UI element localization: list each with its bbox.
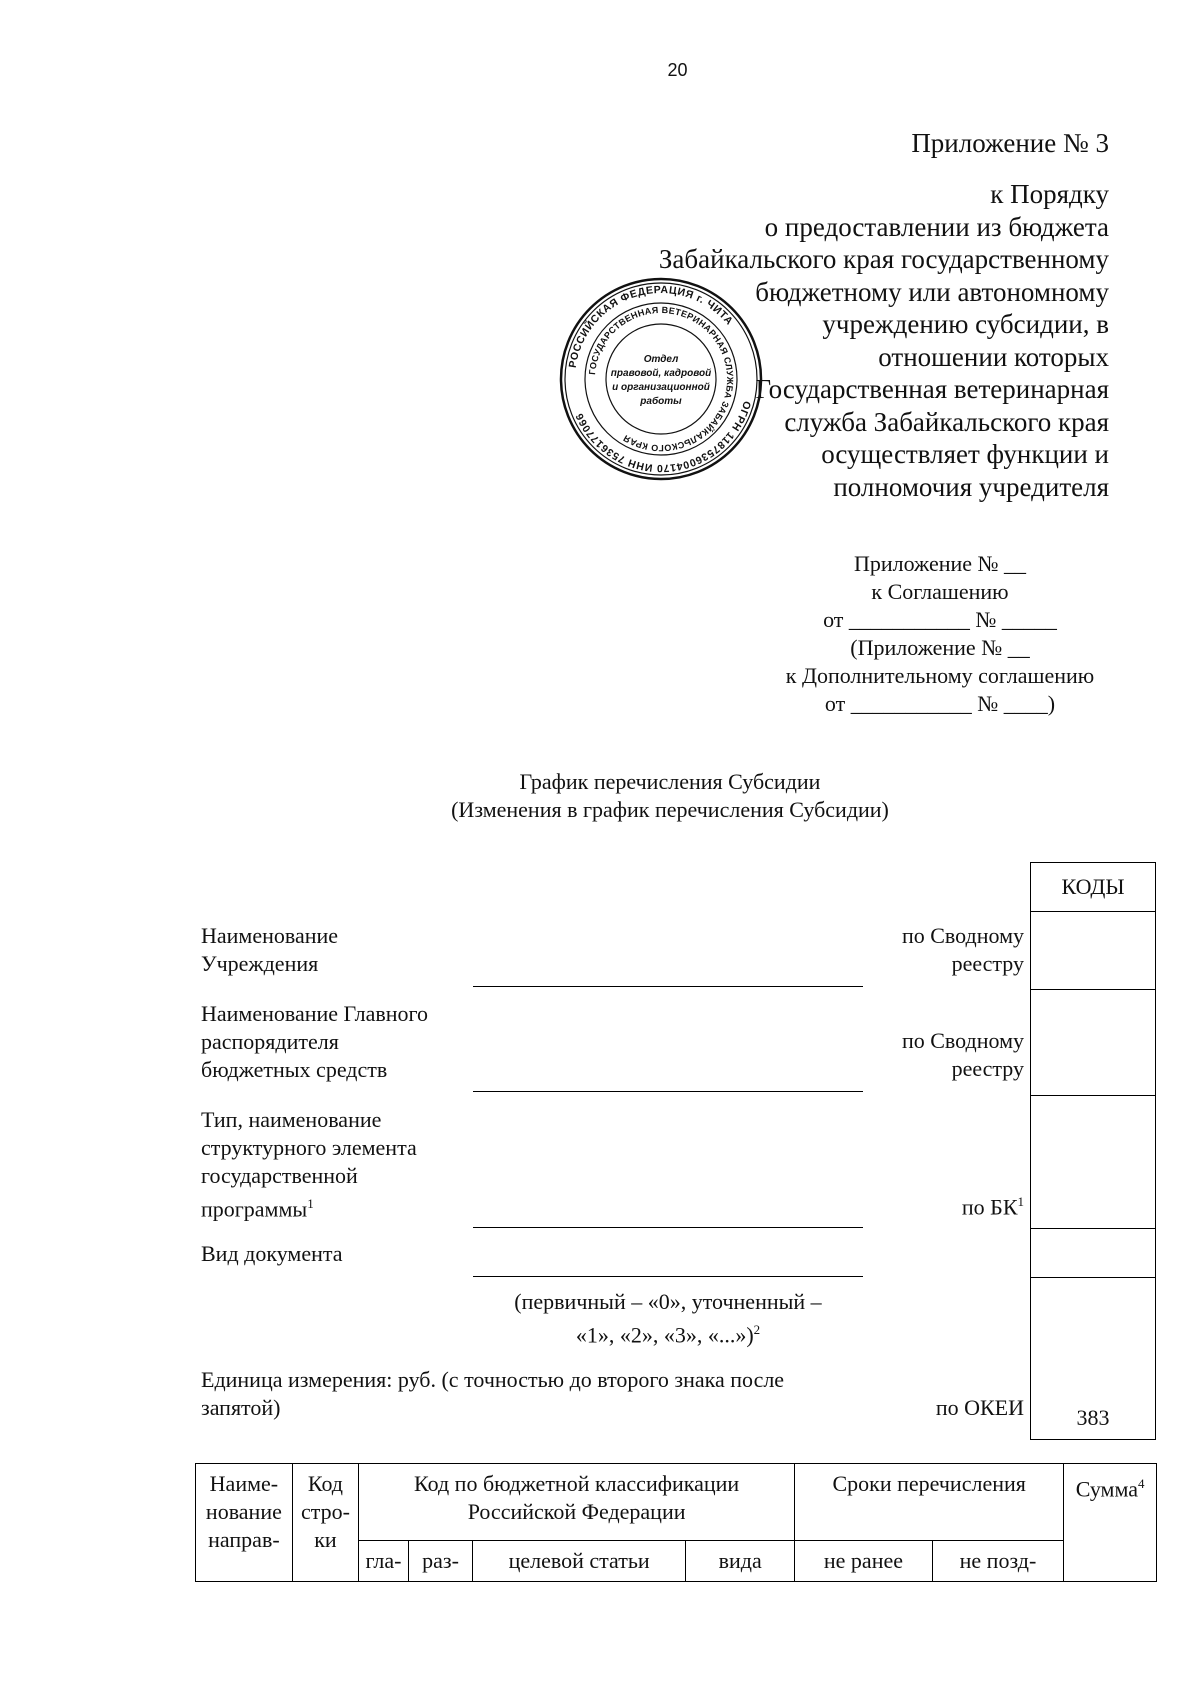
agreement-line: от ___________ № ____): [824, 691, 1056, 716]
header-line: направ-: [208, 1527, 280, 1552]
appendix-line: полномочия учредителя: [833, 471, 1109, 502]
schedule-title: График перечисления Субсидии: [519, 769, 821, 794]
header-line: Российской Федерации: [467, 1499, 686, 1524]
agreement-line: к Соглашению: [871, 579, 1009, 604]
agreement-line: от ___________ № _____: [823, 607, 1057, 632]
label-line: государственной: [201, 1163, 358, 1188]
agreement-line: Приложение № __: [853, 551, 1027, 576]
agreement-line: к Дополнительному соглашению: [785, 663, 1095, 688]
col-header-sum: [1064, 1464, 1157, 1582]
appendix-line: Забайкальского края государственному: [658, 244, 1109, 274]
col-header-transfer-terms: Сроки перечисления: [795, 1464, 1064, 1541]
hint-line: (первичный – «0», уточненный –: [514, 1289, 822, 1314]
footnote-mark: 1: [307, 1196, 314, 1211]
doc-type-label: Вид документа: [201, 1241, 343, 1266]
header-line: Наиме-: [209, 1471, 279, 1496]
header-line: Код: [307, 1471, 343, 1496]
footnote-mark: 4: [1137, 1476, 1145, 1491]
registry-label: [902, 922, 1024, 978]
label-line: по Сводному: [901, 1028, 1024, 1053]
agreement-block: [740, 550, 1140, 718]
label-line: программы: [201, 1196, 308, 1222]
label-line: структурного элемента: [201, 1135, 417, 1160]
code-cell-chief-manager[interactable]: [1031, 990, 1156, 1096]
label-line: Наименование: [201, 923, 339, 948]
appendix-line: отношении которых: [878, 341, 1109, 372]
label-line: по Сводному: [901, 923, 1024, 948]
header-line: ки: [314, 1527, 337, 1552]
seal-outer-text: РОССИЙСКАЯ ФЕДЕРАЦИЯ г. ЧИТА: [566, 283, 736, 369]
subcol-type: вида: [686, 1541, 795, 1582]
header-line: Код по бюджетной классификации: [414, 1471, 740, 1496]
code-cell-bk[interactable]: [1031, 1096, 1156, 1229]
bk-label: [962, 1188, 1024, 1221]
transfer-schedule-table: [195, 1463, 1157, 1582]
doc-type-field-line: [473, 1276, 863, 1277]
codes-header: КОДЫ: [1031, 863, 1156, 912]
label-line: по БК: [961, 1194, 1018, 1220]
chief-manager-field-line: [473, 1091, 863, 1092]
header-line: Сумма: [1075, 1476, 1138, 1502]
program-element-field-line: [473, 1227, 863, 1228]
code-cell-okei[interactable]: 383: [1031, 1278, 1156, 1440]
appendix-line: осуществляет функции и: [821, 439, 1109, 469]
chief-manager-label: [201, 1000, 428, 1084]
col-header-name: [196, 1464, 293, 1582]
col-header-budget-classification: [359, 1464, 795, 1541]
subcol-target-item: целевой статьи: [473, 1541, 686, 1582]
subcol-chapter: гла-: [359, 1541, 409, 1582]
label-line: реестру: [951, 1056, 1024, 1081]
appendix-line: Государственная ветеринарная: [755, 374, 1109, 404]
header-line: стро-: [300, 1499, 350, 1524]
appendix-line: к Порядку: [990, 179, 1109, 209]
seal-inner-text: ГОСУДАРСТВЕННАЯ ВЕТЕРИНАРНАЯ СЛУЖБА ЗАБАЙКАЛЬСКОГО КРАЯ: [587, 304, 736, 454]
col-header-line-code: [292, 1464, 358, 1582]
label-line: реестру: [951, 951, 1024, 976]
institution-field-line: [473, 986, 863, 987]
hint-line: «1», «2», «3», «...»): [575, 1322, 754, 1348]
label-line: распорядителя: [201, 1029, 339, 1054]
appendix-line: о предоставлении из бюджета: [764, 211, 1109, 242]
agreement-line: (Приложение № __: [850, 635, 1030, 660]
appendix-line: бюджетному или автономному: [755, 276, 1109, 307]
code-cell-institution[interactable]: [1031, 912, 1156, 990]
subcol-not-before: не ранее: [795, 1541, 933, 1582]
appendix-line: служба Забайкальского края: [784, 406, 1109, 437]
page-number: 20: [667, 60, 688, 80]
subcol-section: раз-: [408, 1541, 472, 1582]
label-line: бюджетных средств: [201, 1057, 388, 1082]
schedule-subtitle: (Изменения в график перечисления Субсидии): [451, 797, 889, 822]
unit-label: [201, 1366, 784, 1422]
schedule-heading: [370, 768, 970, 824]
label-line: Наименование Главного: [201, 1001, 429, 1026]
appendix-title: Приложение № 3: [911, 128, 1109, 158]
codes-table: [1030, 862, 1156, 1440]
doc-type-hint: [473, 1288, 863, 1349]
seal-center-line: и организационной: [612, 382, 710, 393]
label-line: Единица измерения: руб. (с точностью до второго знака после: [201, 1367, 785, 1392]
footnote-mark: 2: [753, 1322, 761, 1337]
seal-center-line: правовой, кадровой: [610, 368, 712, 379]
institution-label: [201, 922, 338, 978]
registry-label: [902, 1027, 1024, 1083]
appendix-line: учреждению субсидии, в: [822, 309, 1109, 339]
code-cell-doc-type[interactable]: [1031, 1229, 1156, 1278]
seal-center-line: Отдел: [643, 354, 679, 365]
label-line: Учреждения: [201, 951, 319, 976]
header-line: нование: [205, 1499, 282, 1524]
label-line: Тип, наименование: [201, 1107, 382, 1132]
program-element-label: [201, 1106, 417, 1223]
label-line: запятой): [201, 1395, 281, 1420]
footnote-mark: 1: [1017, 1194, 1024, 1209]
subcol-not-later: не позд-: [932, 1541, 1063, 1582]
okei-label: по ОКЕИ: [935, 1395, 1024, 1420]
seal-outer-bottom-text: ОГРН 1187536004170 ИНН 7536177066: [573, 399, 754, 475]
seal-center-line: работы: [640, 396, 682, 407]
official-seal: [558, 276, 764, 482]
